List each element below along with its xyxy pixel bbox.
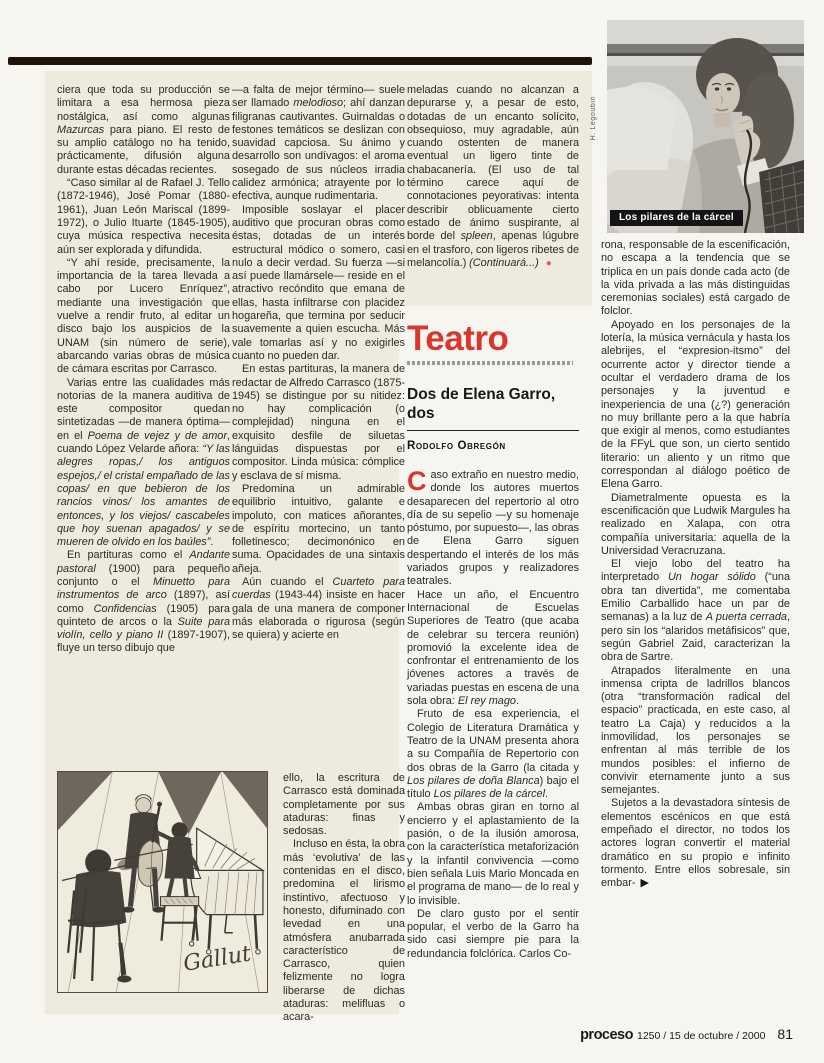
paragraph: Hace un año, el Encuentro Internacional de Escuelas Superiores de Teatro (que acaba de celebrar su tercera reunión) promovió la excelente idea de confrontar el entrenamiento de los jóvenes actores a través de variadas puestas en escena de una sola obra: El rey mago.: [407, 588, 579, 708]
paragraph: Incluso en ésta, la obra más ‘evolutiva’ de las contenidas en el disco, predomina el lirismo instintivo, afectuoso y honesto, difuminado con levedad en una atmósfera anubarrada característico de Carrasco, quien felizmente no logra liberarse de dichas ataduras: melifluas o acara-: [283, 838, 405, 1024]
paragraph: El viejo lobo del teatro ha interpretado Un hogar sólido (“una obra tan divertida”, me comentaba Emilio Carballido hace un par de semanas) a la luz de A puerta cerrada, pero sin los “alaridos metáfisicos” que, según Gabriel Zaid, caracterizan la obra de Sartre.: [601, 558, 791, 664]
portrait-photo-graphic: [607, 20, 804, 233]
teatro-section: [407, 319, 579, 961]
photo-caption: Los pilares de la cárcel: [610, 210, 743, 226]
paragraph: Atrapados literalmente en una inmensa cripta de ladrillos blancos (otra “transformación radical del espacio” practicada, en este caso, al teatro La Caja) y reducidos a la inmovilidad, los personajes se enfrentan al más terrible de los mundos posibles: el infierno de convivir eternamente junto a sus semejantes.: [601, 664, 790, 797]
paragraph-text: aso extraño en nuestro medio, donde los autores muertos desaparecen del repertorio al otro día de su sepelio —y su homenaje póstumo, por supuesto—, las obras de Elena Garro siguen despertando el interés de los más variados grupos y realizadores teatrales.: [407, 469, 579, 588]
page-number: 81: [777, 1026, 793, 1042]
drop-cap: C: [407, 466, 427, 496]
paragraph: “Caso similar al de Rafael J. Tello (1872-1946), José Pomar (1880-1961), Juan León Mariscal (1899-1972), o Julio Ituarte (1845-1905), cuya música respectiva necesita aún ser explorada y difundida.: [57, 177, 230, 256]
paragraph: Varias entre las cualidades más notorias de la manera auditiva de este compositor quedan sintetizadas —de manera óptima— en el Poema de vejez y de amor, cuando López Velarde añora: “Y las alegres ropas,/ los antiguos espejos,/ el cristal empañado de las copas/ en que bebieron de los rancios vinos/ los amantes de entonces, y los viejos/ cascabeles que hoy suenan apagados/ y se mueren de olvido en los baúles”.: [57, 376, 230, 549]
magazine-logo: proceso: [580, 1027, 633, 1043]
headline-rule: [407, 430, 579, 431]
article-byline: Rodolfo Obregón: [407, 440, 506, 452]
paragraph: rona, responsable de la escenificación, no escapa a la tendencia que se triplica en un país donde cada acto (de la vida privada a las más distinguidas ceremonias sociales) está cargado de folclor.: [601, 239, 790, 318]
paragraph: ello, la escritura de Carrasco está dominada completamente por sus ataduras: finas y sedosas.: [283, 772, 405, 838]
music-article-column-3: [407, 84, 579, 270]
continued-arrow-icon: ▶: [640, 877, 649, 890]
elena-garro-photo: [607, 20, 804, 233]
paragraph: En partituras como el Andante pastoral (1900) para pequeño conjunto o el Minuetto para instrumentos de arco (1897), así como Confidencias (1905) para quinteto de arcos o la Suite para violín, cello y piano II (1897-1907), fluye un terso dibujo que: [57, 549, 231, 655]
paragraph: Apoyado en los personajes de la lotería, la música vernácula y hasta los alebrijes, el “expresion-itsmo” del ocurrente actor y director tiende a ocultar el verdadero drama de los personajes y la juventud e inexperiencia de una (¿?) generación no muy brillante pero a la que habría que exigir al menos, como estudiantes de la FFyL que son, un cierto sentido literario: un aliento y un ritmo que correspondan al diálogo poético de Elena Garro.: [601, 318, 790, 491]
page-footer: [480, 1026, 793, 1044]
teatro-article-column-4: [601, 239, 790, 891]
paragraph: Aún cuando el Cuarteto para cuerdas (1943-44) insiste en hacer gala de una manera de componer más elaborada o rigurosa (según se quiera) y acierte en: [232, 575, 405, 642]
paragraph: “Y ahí reside, precisamente, la importancia de la tarea llevada a cabo por Lucero Enríquez”, mediante una investigación que vuelve a rendir fruto, al editar un disco bajo los auspicios de la UNAM (sin número de serie), abarcando varias obras de música de cámara escritas por Carrasco.: [57, 256, 230, 376]
music-article-column-2-wrap: [283, 772, 405, 1025]
teatro-column-3-paragraphs: [407, 589, 579, 961]
musicians-illustration: [57, 771, 268, 993]
paragraph: De claro gusto por el sentir popular, el verbo de la Garro ha sido casi siempre pie para la redundancia folclórica. Carlos Co-: [407, 907, 579, 960]
section-title: Teatro: [407, 319, 509, 358]
music-article-column-1: [57, 84, 230, 656]
musicians-drawing-graphic: [58, 772, 267, 992]
page-top-rule: [8, 57, 592, 65]
paragraph: —a falta de mejor término— suele ser llamado melodioso; ahí danzan filigranas cautivantes. Guirnaldas o festones temáticos se deslizan con suavidad capciosa. Su ánimo y desarrollo son undívagos: el aroma sosegado de sus núcleos irradia calidez armónica; atrayente por lo efectiva, aunque rudimentaria.: [232, 84, 405, 203]
article-headline: Dos de Elena Garro, dos: [407, 386, 556, 422]
paragraph: En estas partituras, la manera de redactar de Alfredo Carrasco (1875-1945) se distingue por su nitidez: no hay complicación (o complejidad) ninguna en el exquisito desfile de siluetas lánguidas dispuestas por el compositor. Linda música: cómplice y esclava de sí misma.: [232, 363, 405, 482]
illustrator-signature: Gallut: [181, 940, 253, 977]
issue-info: 1250 / 15 de octubre / 2000: [636, 1030, 766, 1042]
paragraph: Imposible soslayar el placer auditivo que procuran obras como éstas, dotadas de un interés estructural módico o somero, casi nulo a decir verdad. Su fuerza —si así puede llamársele— reside en el atractivo recóndito que emana de ellas, hasta infiltrarse con placidez hogareña, que termina por seducir suavemente a quien escucha. Más vale tomarlas así y no exigirles cuanto no pueden dar.: [232, 203, 405, 362]
paragraph: ciera que toda su producción se limitara a esa hermosa pieza nostálgica, así como algunas Mazurcas para piano. El resto de su amplio catálogo no ha tenido, prácticamente, difusión alguna durante estas décadas recientes.: [57, 84, 230, 176]
paragraph: Sujetos a la devastadora síntesis de elementos escénicos en que está empeñado el director, no todos los actores logran convertir el material dramático en su propio e infinito tormento. Entre ellos sobresale, sin embar- ▶: [601, 797, 790, 890]
music-article-column-2: [232, 84, 405, 642]
teatro-article-column-3: [407, 466, 579, 961]
paragraph: Fruto de esa experiencia, el Colegio de Literatura Dramática y Teatro de la UNAM presenta ahora a su Compañía de Repertorio con dos obras de la Garro (la citada y Los pilares de doña Blanca) bajo el título Los pilares de la cárcel.: [407, 708, 579, 801]
paragraph: Ambas obras giran en torno al encierro y el aplastamiento de la pasión, o de la ilusión amorosa, con la característica metaforización y la infantil convivencia —como bien señala Luis Mario Moncada en el programa de mano— de lo real y lo invisible.: [407, 801, 579, 907]
paragraph: [407, 466, 579, 589]
end-of-article-dot: ●: [545, 257, 552, 269]
photo-credit: H. Legoubin: [590, 96, 597, 141]
paragraph: Predomina un admirable equilibrio intuitivo, galante e impoluto, con matices añorantes, de espíritu mortecino, un tanto folletinesco; decimonónico en suma. Opacidades de una sintaxis añeja.: [232, 482, 405, 575]
section-title-hatched-rule: [407, 361, 573, 365]
paragraph: Diametralmente opuesta es la escenificación que Ludwik Margules ha realizado en Xalapa, con otra compañía universitaria: aquella de la Universidad Veracruzana.: [601, 491, 790, 557]
paragraph: meladas cuando no alcanzan a depurarse y, a pesar de esto, dotadas de un encanto solícito, obsequioso, muy agradable, aún cuando ostenten de manera eventual un ligero tinte de chabacanería. (El uso de tal término carece aquí de connotaciones peyorativas: intenta describir oblicuamente cierto estado de ánimo suspirante, al borde del spleen, apenas lúgubre en el trasforo, con ligeros ribetes de melancolía.) (Continuará...) ●: [407, 84, 579, 269]
